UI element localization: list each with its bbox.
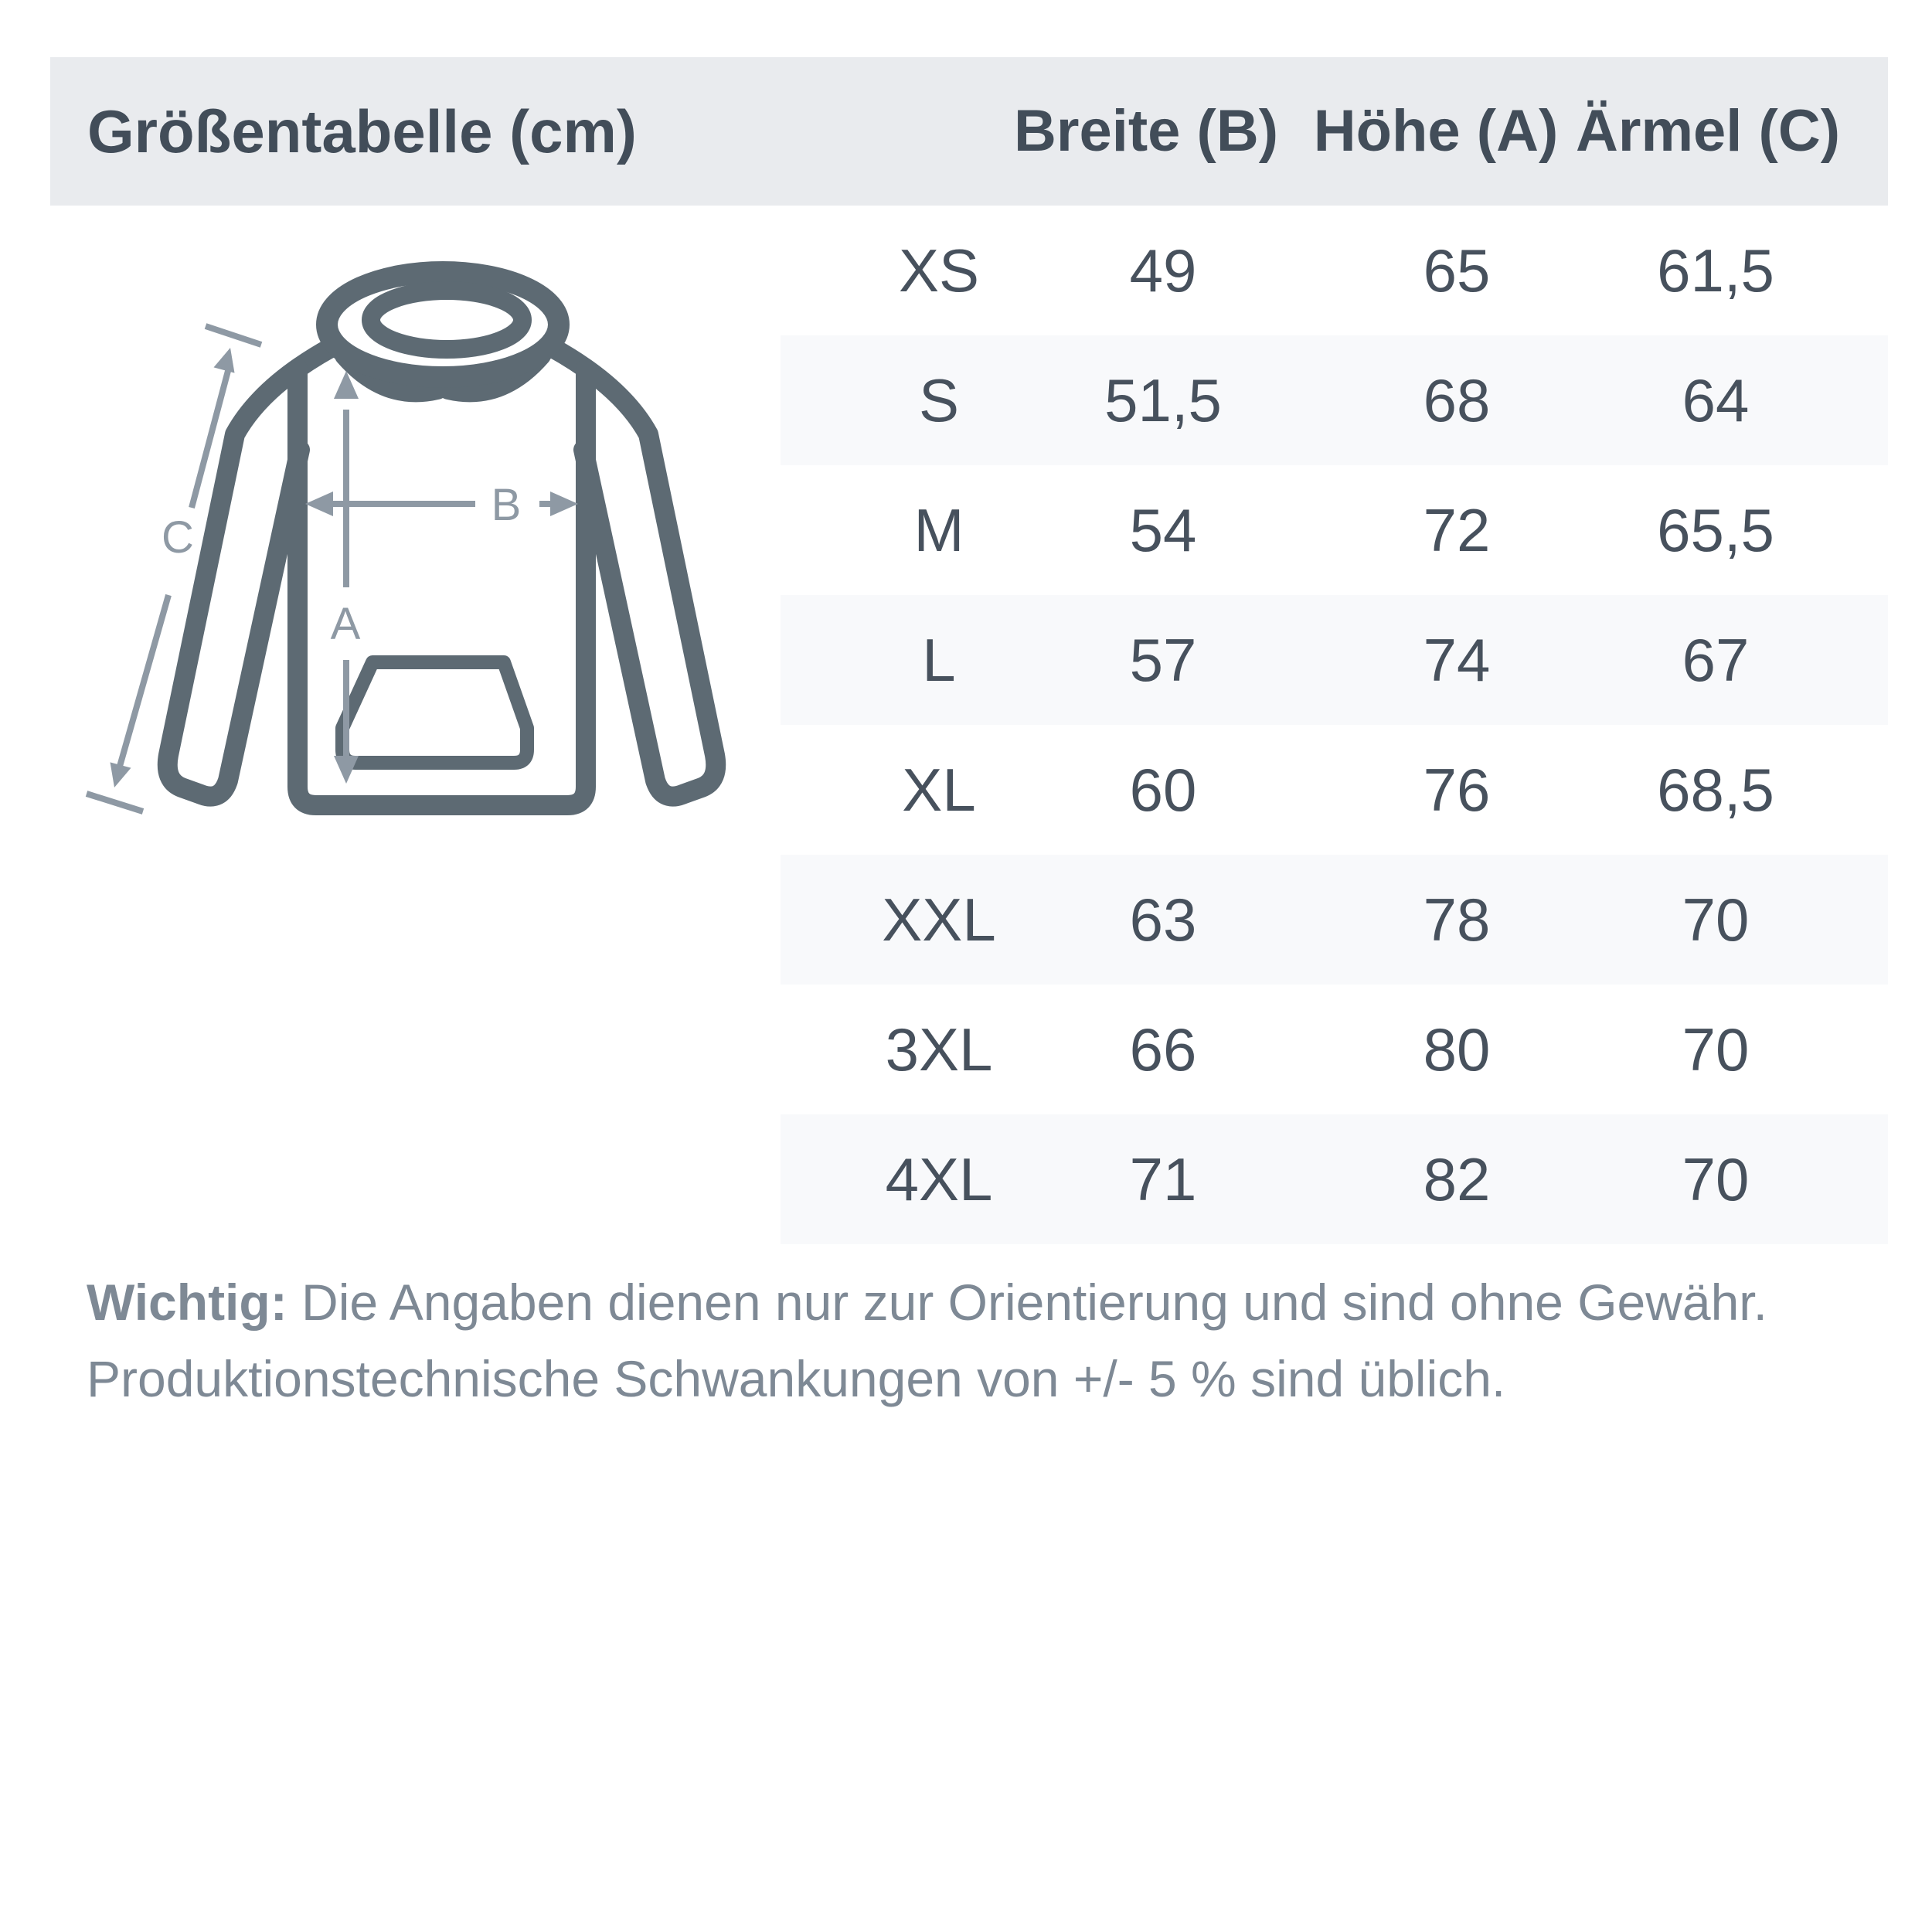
hoodie-diagram — [70, 202, 796, 875]
label-a: A — [330, 599, 361, 649]
size-label: XXL — [882, 886, 996, 954]
column-header-hoehe: Höhe (A) — [1313, 98, 1559, 164]
chart-title-text: Größentabelle (cm) — [87, 97, 637, 165]
breite-value: 54 — [1129, 496, 1197, 564]
label-b: B — [491, 480, 522, 530]
breite-value: 57 — [1129, 626, 1197, 694]
footer-line1-text: Die Angaben dienen nur zur Orientierung und sind ohne Gewähr. — [301, 1274, 1767, 1331]
size-label: L — [922, 626, 956, 694]
size-row-4xl — [781, 1114, 1888, 1244]
size-row-s — [781, 335, 1888, 465]
hoehe-value: 76 — [1423, 756, 1491, 824]
breite-value: 63 — [1129, 886, 1197, 954]
arrow-c-head-down — [111, 762, 131, 787]
aermel-value: 67 — [1682, 626, 1750, 694]
aermel-value: 70 — [1682, 1145, 1750, 1213]
hoehe-value: 74 — [1423, 626, 1491, 694]
arrow-b-head-left — [305, 492, 333, 516]
size-table — [781, 206, 1888, 1244]
aermel-value: 68,5 — [1657, 756, 1774, 824]
footer-note — [87, 1264, 1887, 1417]
arrow-c-tick-top — [206, 326, 261, 345]
size-row-xl — [781, 725, 1888, 855]
arrow-a-head-down — [334, 756, 359, 784]
column-header-aermel: Ärmel (C) — [1575, 98, 1841, 164]
label-c: C — [162, 512, 194, 563]
chart-title — [87, 57, 637, 206]
size-label: XS — [898, 236, 980, 304]
size-row-xxl — [781, 855, 1888, 985]
size-row-m — [781, 465, 1888, 595]
size-label: 3XL — [885, 1015, 993, 1083]
aermel-value: 65,5 — [1657, 496, 1774, 564]
footer-emphasis: Wichtig: — [87, 1274, 287, 1331]
size-label: 4XL — [885, 1145, 993, 1213]
size-row-xs — [781, 206, 1888, 335]
size-label: M — [913, 496, 964, 564]
aermel-value: 61,5 — [1657, 236, 1774, 304]
size-label: XL — [902, 756, 976, 824]
hoehe-value: 68 — [1423, 366, 1491, 434]
breite-value: 51,5 — [1104, 366, 1222, 434]
aermel-value: 64 — [1682, 366, 1750, 434]
arrow-c-tick-bottom — [87, 794, 143, 811]
aermel-value: 70 — [1682, 886, 1750, 954]
hoehe-value: 65 — [1423, 236, 1491, 304]
size-chart-header — [50, 57, 1888, 206]
column-header-breite: Breite (B) — [1013, 98, 1279, 164]
size-row-3xl — [781, 985, 1888, 1114]
arrow-c-head-up — [214, 348, 235, 373]
kangaroo-pocket — [342, 662, 527, 763]
hoehe-value: 72 — [1423, 496, 1491, 564]
hoehe-value: 78 — [1423, 886, 1491, 954]
hood-opening — [371, 291, 522, 349]
footer-line-2: Produktionstechnische Schwankungen von +/- 5 % sind üblich. — [87, 1350, 1506, 1407]
size-label: S — [918, 366, 960, 434]
breite-value: 49 — [1129, 236, 1197, 304]
arrow-b-head-right — [550, 492, 578, 516]
aermel-value: 70 — [1682, 1015, 1750, 1083]
hoehe-value: 80 — [1423, 1015, 1491, 1083]
hoehe-value: 82 — [1423, 1145, 1491, 1213]
breite-value: 71 — [1129, 1145, 1197, 1213]
breite-value: 66 — [1129, 1015, 1197, 1083]
footer-line-1 — [87, 1264, 1887, 1341]
breite-value: 60 — [1129, 756, 1197, 824]
size-row-l — [781, 595, 1888, 725]
